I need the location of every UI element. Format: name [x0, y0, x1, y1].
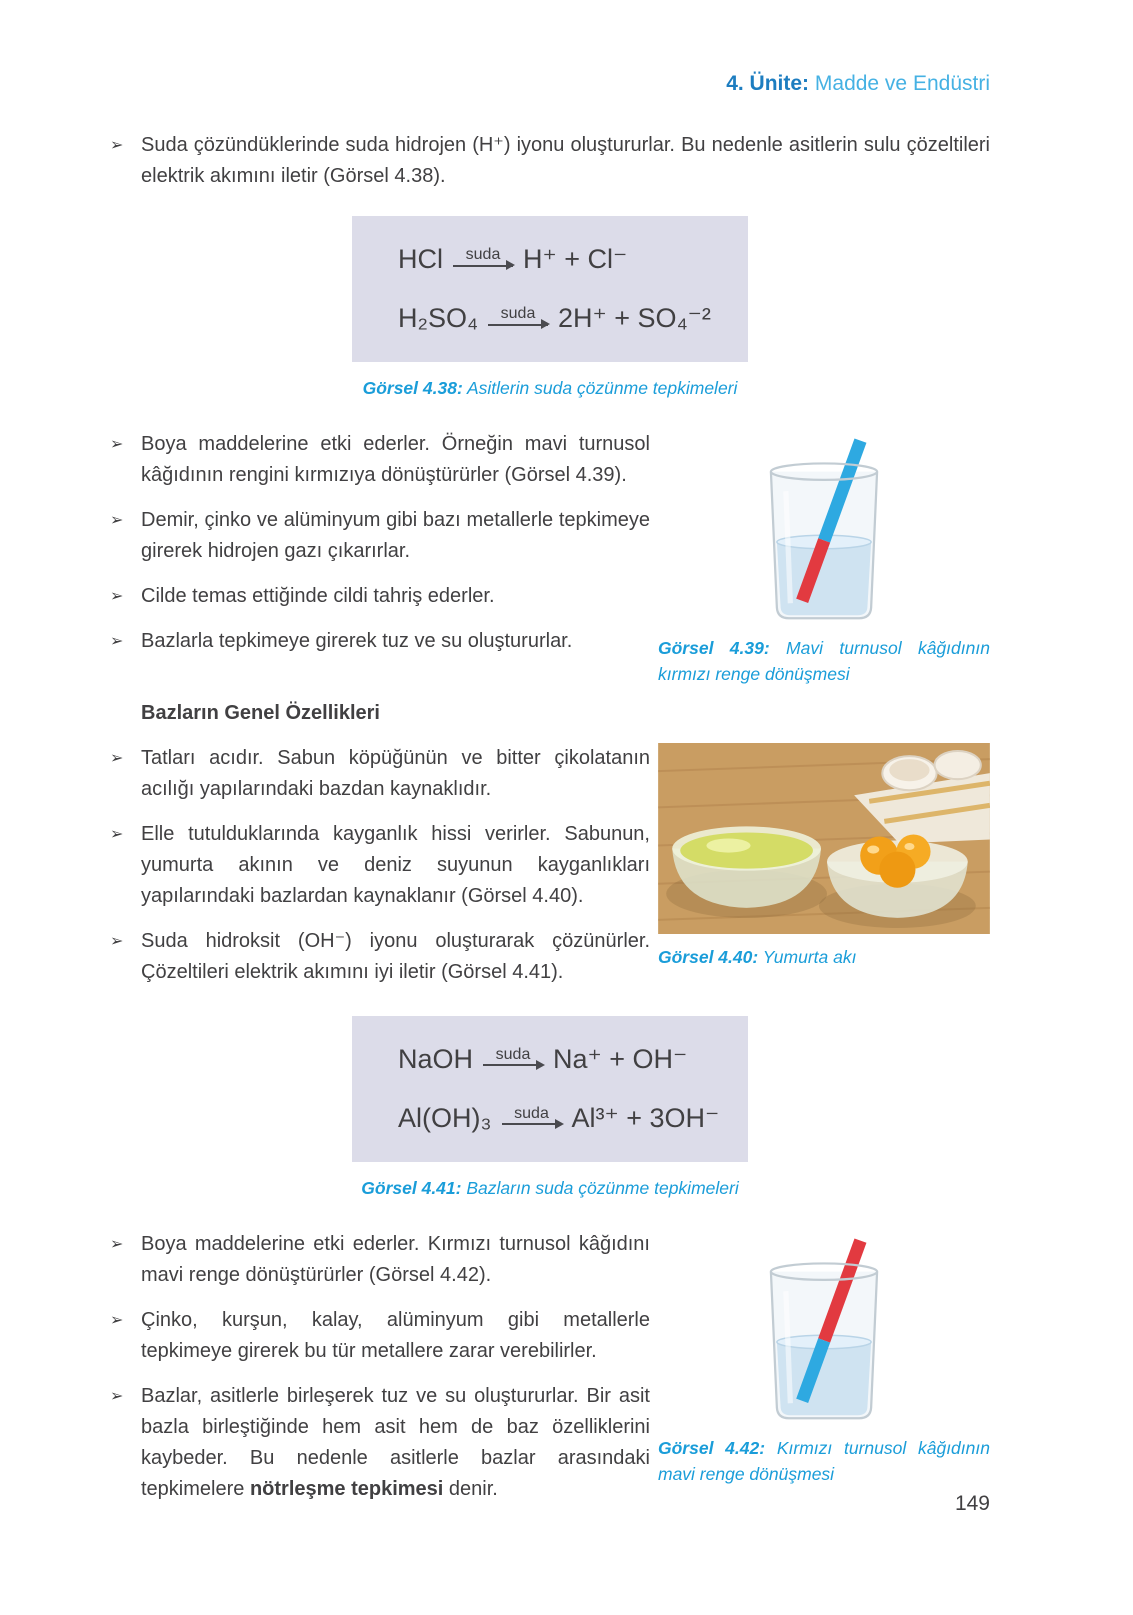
list-item [110, 429, 650, 491]
reaction-arrow [488, 305, 548, 326]
bullet-text: Demir, çinko ve alüminyum gibi bazı metallerle tepkimeye girerek hidrojen gazı çıkarırlar. [141, 509, 650, 562]
figure-caption-label: Görsel 4.42: [658, 1437, 766, 1458]
page-number: 149 [954, 1492, 990, 1515]
bullet-arrow-icon: ➢ [110, 1311, 124, 1329]
equation [398, 244, 738, 275]
bullet-arrow-icon: ➢ [110, 633, 124, 650]
list-item [110, 743, 650, 805]
neutralization-text-after: denir. [443, 1477, 498, 1500]
list-item [110, 819, 650, 912]
egg-white-photo [658, 743, 990, 934]
equation-right: Al³⁺ + 3OH⁻ [571, 1102, 720, 1133]
figure-caption-label: Görsel 4.40: [658, 946, 759, 967]
neutralization-text-before: Bazlar, asitlerle birleşerek tuz ve su oluştururlar. Bir asit bazla birleştiğinde hem asit hem de baz özelliklerini kaybeder. Bu nedenle asitlerle bazlar arasındaki tepkimelere [141, 1384, 650, 1500]
arrow-line [502, 1123, 562, 1125]
bullet-text: Elle tutulduklarında kayganlık hissi verirler. Sabunun, yumurta akının ve deniz suyunun kayganlıkları yapılarındaki bazlardan kaynaklanır (Görsel 4.40). [141, 822, 650, 907]
bullet-text: Boya maddelerine etki ederler. Örneğin mavi turnusol kâğıdının rengini kırmızıya dönüştürürler (Görsel 4.39). [141, 433, 650, 486]
bullet-text: Cilde temas ettiğinde cildi tahriş ederler. [141, 585, 495, 607]
figure-caption-label: Görsel 4.39: [658, 638, 770, 658]
bullet-arrow-icon: ➢ [110, 588, 124, 605]
list-item [110, 1305, 650, 1367]
equation [398, 1103, 738, 1134]
arrow-line [483, 1064, 543, 1066]
bases-bullet-list-2 [110, 1229, 650, 1519]
figure-441-caption [110, 1178, 990, 1199]
figure-caption-label: Görsel 4.41: [361, 1177, 462, 1198]
bullet-text: Çinko, kurşun, kalay, alüminyum gibi metallerle tepkimeye girerek bu tür metallere zarar verebilirler. [141, 1308, 650, 1362]
figure-438-equation-box [352, 216, 748, 362]
bullet-text [141, 1381, 650, 1505]
bullet-text: Tatları acıdır. Sabun köpüğünün ve bitter çikolatanın acılığı yapılarındaki bazdan kaynaklıdır. [141, 746, 650, 800]
figure-439-caption [658, 635, 990, 688]
bullet-arrow-icon: ➢ [110, 749, 124, 767]
figure-440 [658, 743, 990, 970]
list-item [110, 581, 650, 612]
bullet-arrow-icon: ➢ [110, 512, 124, 529]
list-item [110, 926, 650, 988]
list-item [110, 1229, 650, 1291]
equation-right: H⁺ + Cl⁻ [523, 244, 628, 274]
equation [398, 1044, 738, 1075]
page-header [110, 72, 990, 96]
bullet-arrow-icon: ➢ [110, 1387, 124, 1405]
reaction-arrow [483, 1046, 543, 1067]
figure-442 [658, 1229, 990, 1488]
equation-left: HCl [398, 244, 443, 274]
list-item [110, 626, 650, 657]
bullet-arrow-icon: ➢ [110, 436, 124, 453]
bullet-text: Boya maddelerine etki ederler. Kırmızı turnusol kâğıdını mavi renge dönüştürürler (Görsel 4.42). [141, 1232, 650, 1286]
bullet-text: Suda çözündüklerinde suda hidrojen (H⁺) iyonu oluştururlar. Bu nedenle asitlerin sulu çözeltileri elektrik akımını iletir (Görsel 4.38). [141, 134, 990, 187]
bases-reactions-section [110, 1229, 990, 1519]
reaction-arrow [502, 1105, 562, 1126]
list-item [110, 1381, 650, 1505]
equation-left: NaOH [398, 1043, 474, 1074]
figure-442-caption [658, 1435, 990, 1488]
arrow-label: suda [465, 246, 501, 264]
unit-title: Madde ve Endüstri [814, 72, 990, 95]
arrow-line [488, 324, 548, 326]
acids-bullet-list [110, 429, 650, 671]
bullet-arrow-icon: ➢ [110, 137, 124, 154]
arrow-line [453, 265, 513, 267]
figure-439 [658, 429, 990, 688]
bases-bullet-list [110, 743, 650, 1002]
bases-section-heading: Bazların Genel Özellikleri [141, 701, 380, 724]
bullet-text: Suda hidroksit (OH⁻) iyonu oluşturarak çözünürler. Çözeltileri elektrik akımını iyi iletir (Görsel 4.41). [141, 929, 650, 983]
red-to-blue-litmus-beaker-image [658, 1229, 990, 1425]
figure-caption-text: Bazların suda çözünme tepkimeleri [466, 1177, 739, 1198]
figure-441-equation-box [352, 1016, 748, 1162]
bullet-text: Bazlarla tepkimeye girerek tuz ve su oluştururlar. [141, 630, 573, 652]
equation [398, 303, 738, 334]
unit-label: 4. Ünite: [726, 72, 810, 95]
bullet-arrow-icon: ➢ [110, 1235, 124, 1253]
list-item [110, 505, 650, 567]
figure-caption-label: Görsel 4.38: [362, 378, 463, 398]
blue-to-red-litmus-beaker-image [658, 429, 990, 625]
figure-caption-text: Yumurta akı [762, 946, 857, 967]
arrow-label: suda [495, 1045, 531, 1063]
figure-caption-text: Asitlerin suda çözünme tepkimeleri [467, 378, 738, 398]
equation-right: 2H⁺ + SO₄⁻² [558, 303, 711, 333]
arrow-label: suda [514, 1104, 549, 1122]
bullet-arrow-icon: ➢ [110, 932, 124, 950]
bullet-arrow-icon: ➢ [110, 825, 124, 843]
figure-440-caption [658, 944, 990, 970]
list-item [110, 130, 990, 192]
figure-caption-text: Kırmızı turnusol kâğıdının mavi renge dönüşmesi [658, 1437, 990, 1484]
figure-caption-text: Mavi turnusol kâğıdının kırmızı renge dönüşmesi [658, 638, 990, 685]
equation-right: Na⁺ + OH⁻ [553, 1043, 688, 1074]
equation-left: H₂SO₄ [398, 303, 479, 333]
bases-properties-section [110, 743, 990, 1002]
neutralization-term: nötrleşme tepkimesi [249, 1477, 444, 1500]
reaction-arrow [453, 246, 513, 267]
equation-left: Al(OH)₃ [398, 1102, 492, 1133]
acids-properties-section [110, 429, 990, 688]
arrow-label: suda [500, 305, 536, 323]
figure-438-caption [110, 378, 990, 399]
